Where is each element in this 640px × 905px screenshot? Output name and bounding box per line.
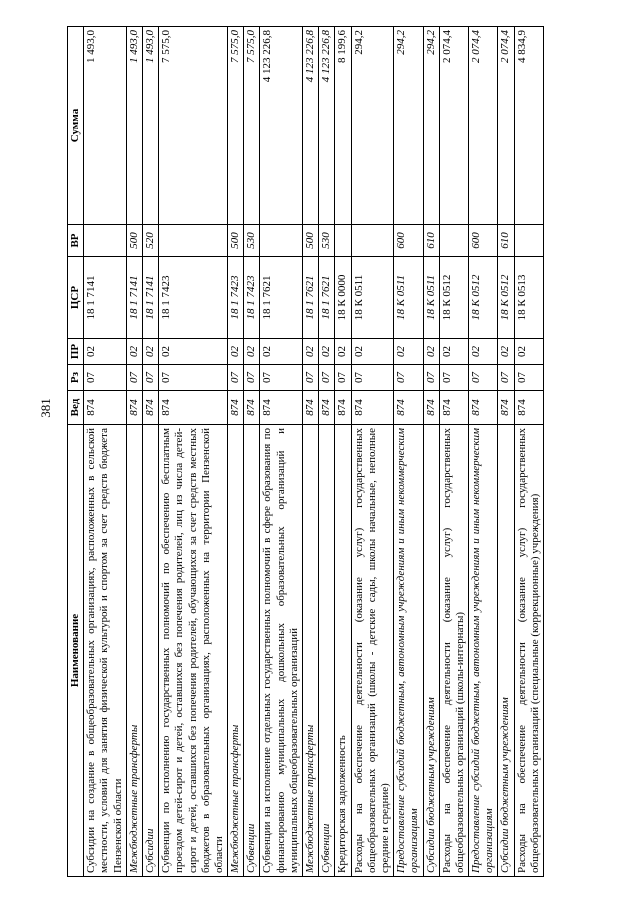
cell-vr: 530	[319, 225, 335, 257]
table-row	[126, 27, 142, 877]
column-header-ved: Вед	[68, 391, 84, 425]
cell-pr: 02	[423, 339, 439, 365]
cell-vr	[439, 225, 468, 257]
cell-rz: 07	[303, 365, 319, 391]
cell-pr: 02	[84, 339, 127, 365]
cell-name: Межбюджетные трансферты	[228, 425, 244, 877]
table-row	[498, 27, 514, 877]
table-row	[319, 27, 335, 877]
cell-ved: 874	[260, 391, 303, 425]
cell-rz: 07	[159, 365, 228, 391]
cell-pr: 02	[142, 339, 158, 365]
cell-csr: 18 1 7423	[244, 257, 260, 339]
cell-sum: 1 493,0	[84, 27, 127, 225]
table-row	[244, 27, 260, 877]
cell-name: Предоставление субсидий бюджетным, автономным учреждениям и иным некоммерческим организациям	[394, 425, 423, 877]
table-body	[84, 27, 544, 877]
cell-name: Субвенции	[319, 425, 335, 877]
cell-name: Предоставление субсидий бюджетным, автономным учреждениям и иным некоммерческим организациям	[469, 425, 498, 877]
rotated-table-container	[67, 27, 559, 877]
page-number: 381	[38, 398, 53, 418]
cell-ved: 874	[244, 391, 260, 425]
cell-pr: 02	[228, 339, 244, 365]
cell-rz: 07	[423, 365, 439, 391]
cell-ved: 874	[514, 391, 543, 425]
cell-ved: 874	[351, 391, 394, 425]
table-row	[335, 27, 351, 877]
cell-csr: 18 К 0512	[469, 257, 498, 339]
cell-vr: 500	[228, 225, 244, 257]
cell-vr	[159, 225, 228, 257]
cell-vr: 610	[498, 225, 514, 257]
cell-ved: 874	[159, 391, 228, 425]
cell-rz: 07	[260, 365, 303, 391]
cell-rz: 07	[394, 365, 423, 391]
cell-rz: 07	[319, 365, 335, 391]
cell-vr	[514, 225, 543, 257]
column-header-vr: ВР	[68, 225, 84, 257]
column-header-name: Наименование	[68, 425, 84, 877]
cell-name: Межбюджетные трансферты	[126, 425, 142, 877]
cell-vr: 610	[423, 225, 439, 257]
cell-sum: 4 123 226,8	[260, 27, 303, 225]
cell-csr: 18 1 7423	[159, 257, 228, 339]
table-row	[303, 27, 319, 877]
cell-ved: 874	[394, 391, 423, 425]
cell-vr: 600	[394, 225, 423, 257]
cell-csr: 18 1 7141	[142, 257, 158, 339]
column-header-pr: ПР	[68, 339, 84, 365]
cell-csr: 18 1 7141	[126, 257, 142, 339]
cell-name: Расходы на обеспечение деятельности (оказание услуг) государственных общеобразовательных организаций (школы - детские сады, школы начальные, неполные средние и средние)	[351, 425, 394, 877]
cell-name: Расходы на обеспечение деятельности (оказание услуг) государственных общеобразовательных организаций (школы-интернаты)	[439, 425, 468, 877]
cell-rz: 07	[514, 365, 543, 391]
cell-ved: 874	[498, 391, 514, 425]
cell-pr: 02	[394, 339, 423, 365]
cell-ved: 874	[84, 391, 127, 425]
cell-csr: 18 К 0511	[394, 257, 423, 339]
cell-csr: 18 К 0513	[514, 257, 543, 339]
column-header-sum: Сумма	[68, 27, 84, 225]
table-row	[351, 27, 394, 877]
cell-ved: 874	[439, 391, 468, 425]
cell-name: Субвенции по исполнению государственных полномочий по обеспечению бесплатным проездом детей-сирот и детей, оставшихся без попечения родителей, лиц из числа детей-сирот и детей, оставшихся без попечения родителей, обучающихся за счет средств местных бюджетов в образовательных организациях, расположенных на территории Пензенской области	[159, 425, 228, 877]
cell-pr: 02	[244, 339, 260, 365]
table-row	[439, 27, 468, 877]
cell-pr: 02	[303, 339, 319, 365]
table-row	[394, 27, 423, 877]
cell-rz: 07	[335, 365, 351, 391]
cell-pr: 02	[469, 339, 498, 365]
table-row	[159, 27, 228, 877]
table-row	[423, 27, 439, 877]
table-row	[514, 27, 543, 877]
cell-sum: 2 074,4	[469, 27, 498, 225]
cell-csr: 18 К 0000	[335, 257, 351, 339]
cell-rz: 07	[84, 365, 127, 391]
cell-pr: 02	[159, 339, 228, 365]
cell-rz: 07	[469, 365, 498, 391]
cell-csr: 18 1 7621	[319, 257, 335, 339]
cell-sum: 7 575,0	[244, 27, 260, 225]
cell-csr: 18 1 7621	[303, 257, 319, 339]
cell-vr: 600	[469, 225, 498, 257]
cell-vr	[84, 225, 127, 257]
cell-name: Субсидии бюджетным учреждениям	[498, 425, 514, 877]
cell-name: Расходы на обеспечение деятельности (оказание услуг) государственных общеобразовательных организаций (специальные (коррекционные) учреждения)	[514, 425, 543, 877]
cell-csr: 18 К 0511	[351, 257, 394, 339]
cell-ved: 874	[303, 391, 319, 425]
cell-csr: 18 1 7141	[84, 257, 127, 339]
cell-ved: 874	[469, 391, 498, 425]
cell-name: Субсидии на создание в общеобразовательных организациях, расположенных в сельской местности, условий для занятия физической культурой и спортом за счет средств бюджета Пензенской области	[84, 425, 127, 877]
cell-sum: 4 123 226,8	[303, 27, 319, 225]
cell-pr: 02	[319, 339, 335, 365]
cell-sum: 2 074,4	[498, 27, 514, 225]
cell-sum: 2 074,4	[439, 27, 468, 225]
cell-vr	[260, 225, 303, 257]
cell-pr: 02	[126, 339, 142, 365]
cell-rz: 07	[498, 365, 514, 391]
cell-name: Субсидии	[142, 425, 158, 877]
cell-ved: 874	[319, 391, 335, 425]
table-row	[142, 27, 158, 877]
cell-sum: 294,2	[351, 27, 394, 225]
cell-name: Субвенции на исполнение отдельных государственных полномочий в сфере образования по финансированию муниципальных дошкольных образовательных организаций и муниципальных общеобразовательных организаций	[260, 425, 303, 877]
cell-name: Субвенции	[244, 425, 260, 877]
cell-name: Субсидии бюджетным учреждениям	[423, 425, 439, 877]
cell-pr: 02	[351, 339, 394, 365]
cell-sum: 294,2	[394, 27, 423, 225]
cell-pr: 02	[260, 339, 303, 365]
cell-sum: 1 493,0	[142, 27, 158, 225]
cell-rz: 07	[351, 365, 394, 391]
cell-rz: 07	[228, 365, 244, 391]
table-row	[469, 27, 498, 877]
cell-csr: 18 1 7423	[228, 257, 244, 339]
cell-sum: 4 123 226,8	[319, 27, 335, 225]
cell-csr: 18 1 7621	[260, 257, 303, 339]
cell-ved: 874	[228, 391, 244, 425]
cell-pr: 02	[514, 339, 543, 365]
cell-rz: 07	[439, 365, 468, 391]
cell-vr	[351, 225, 394, 257]
cell-csr: 18 К 0512	[498, 257, 514, 339]
cell-name: Кредиторская задолженность	[335, 425, 351, 877]
cell-sum: 294,2	[423, 27, 439, 225]
table-row	[84, 27, 127, 877]
table-row	[228, 27, 244, 877]
cell-pr: 02	[439, 339, 468, 365]
cell-csr: 18 К 0512	[439, 257, 468, 339]
cell-csr: 18 К 0511	[423, 257, 439, 339]
table-header-row	[68, 27, 84, 877]
cell-sum: 8 199,6	[335, 27, 351, 225]
column-header-csr: ЦСР	[68, 257, 84, 339]
cell-vr	[335, 225, 351, 257]
cell-sum: 7 575,0	[228, 27, 244, 225]
cell-name: Межбюджетные трансферты	[303, 425, 319, 877]
cell-sum: 7 575,0	[159, 27, 228, 225]
cell-sum: 4 834,9	[514, 27, 543, 225]
column-header-rz: Рз	[68, 365, 84, 391]
cell-rz: 07	[142, 365, 158, 391]
cell-vr: 500	[126, 225, 142, 257]
cell-vr: 500	[303, 225, 319, 257]
cell-rz: 07	[244, 365, 260, 391]
cell-ved: 874	[335, 391, 351, 425]
cell-ved: 874	[142, 391, 158, 425]
cell-pr: 02	[335, 339, 351, 365]
cell-vr: 520	[142, 225, 158, 257]
table-row	[260, 27, 303, 877]
budget-table	[67, 26, 544, 877]
cell-rz: 07	[126, 365, 142, 391]
cell-vr: 530	[244, 225, 260, 257]
cell-pr: 02	[498, 339, 514, 365]
cell-ved: 874	[423, 391, 439, 425]
cell-sum: 1 493,0	[126, 27, 142, 225]
cell-ved: 874	[126, 391, 142, 425]
